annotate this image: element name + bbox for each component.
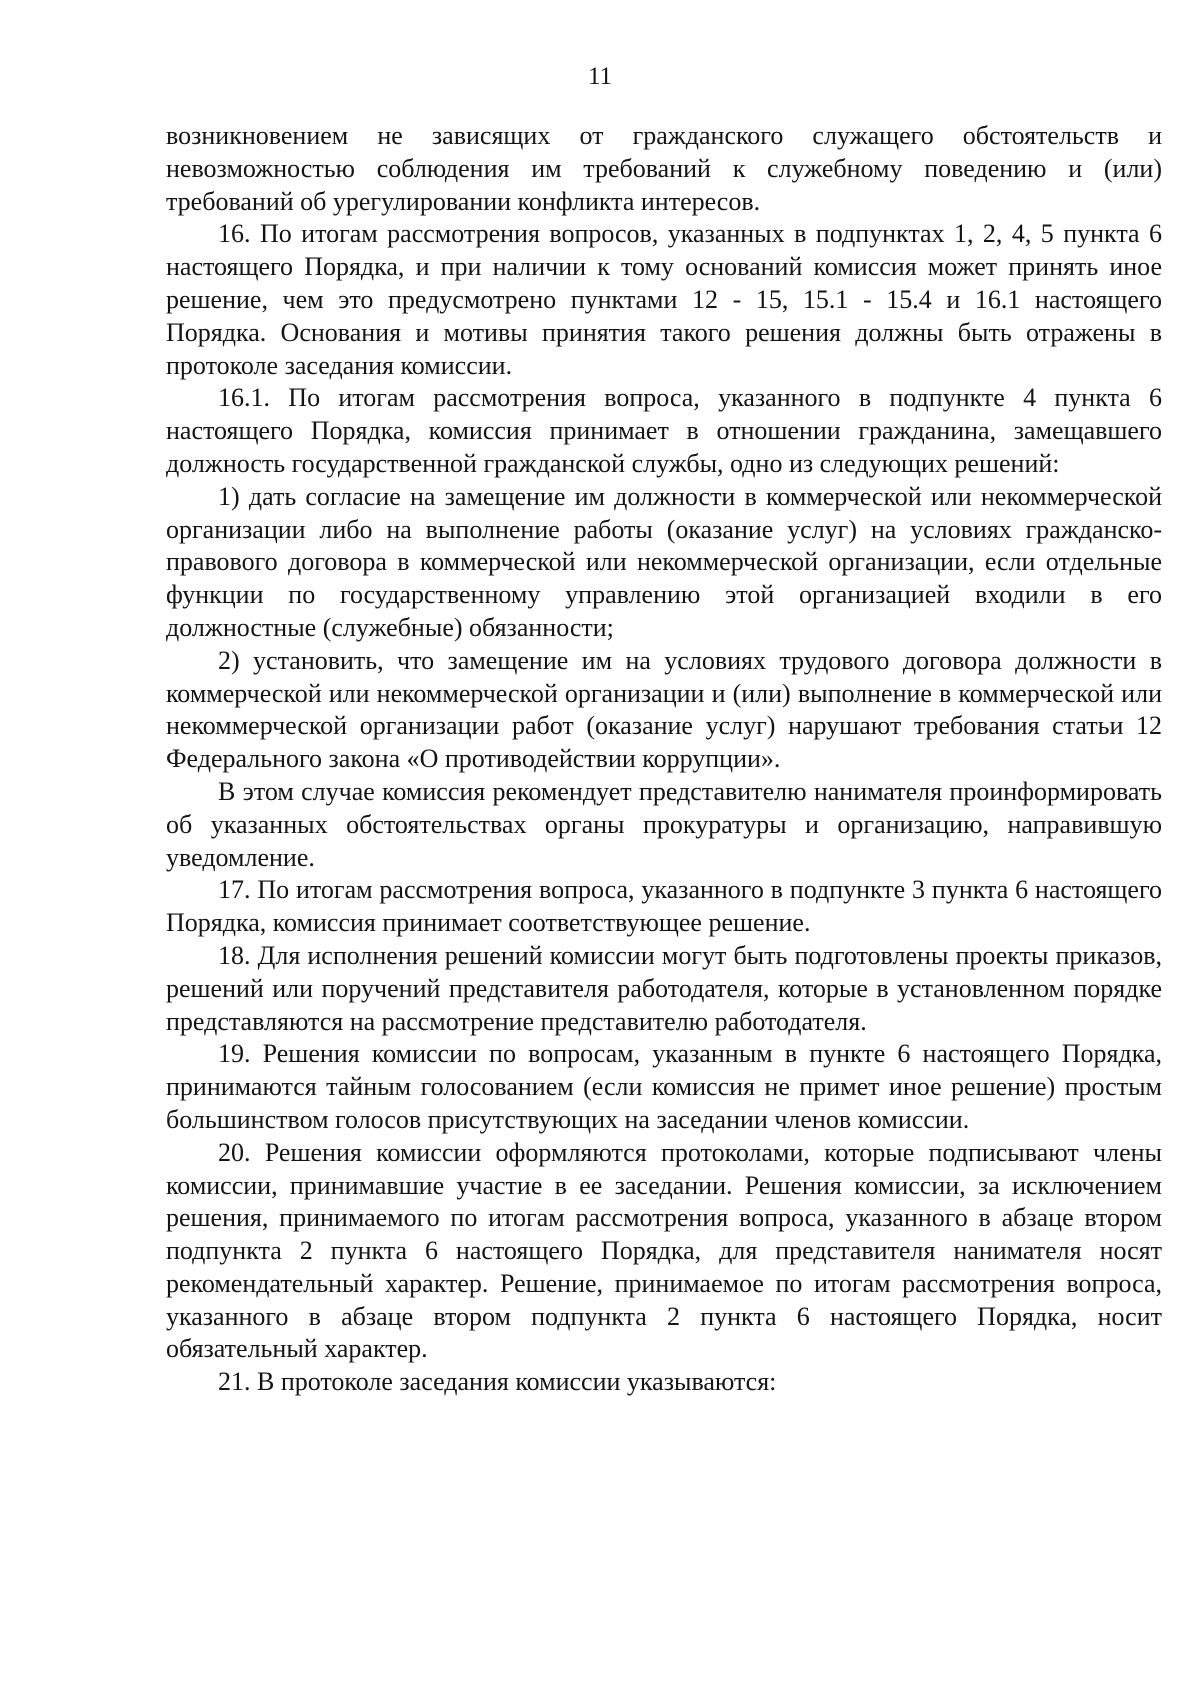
paragraph-19: 19. Решения комиссии по вопросам, указанным в пункте 6 настоящего Порядка, принимаются тайным голосованием (если комиссия не примет иное решение) простым большинством голосов присутствующих на заседании членов комиссии. [166, 1039, 1162, 1134]
paragraph-21: 21. В протоколе заседания комиссии указываются: [218, 1367, 777, 1397]
paragraph-17: 17. По итогам рассмотрения вопроса, указанного в подпункте 3 пункта 6 настоящего Порядка, комиссия принимает соответствующее решение. [166, 875, 1162, 938]
paragraph-16-1: 16.1. По итогам рассмотрения вопроса, указанного в подпункте 4 пункта 6 настоящего Порядка, комиссия принимает в отношении гражданина, замещавшего должность государственной гражданской службы, одно из следующих решений: [166, 383, 1162, 478]
paragraph-20: 20. Решения комиссии оформляются протоколами, которые подписывают члены комиссии, принимавшие участие в ее заседании. Решения комиссии, за исключением решения, принимаемого по итогам рассмотрения вопроса, указанного в абзаце втором подпункта 2 пункта 6 настоящего Порядка, для представителя нанимателя носят рекомендательный характер. Решение, принимаемое по итогам рассмотрения вопроса, указанного в абзаце втором подпункта 2 пункта 6 настоящего Порядка, носит обязательный характер. [166, 1137, 1162, 1364]
paragraph-16-1-item-1: 1) дать согласие на замещение им должности в коммерческой или некоммерческой организации либо на выполнение работы (оказание услуг) на условиях гражданско-правового договора в коммерческой или некоммерческой организации, если отдельные функции по государственному управлению этой организацией входили в его должностные (служебные) обязанности; [166, 481, 1162, 642]
paragraph-16-1-note: В этом случае комиссия рекомендует представителю нанимателя проинформировать об указанных обстоятельствах органы прокуратуры и организацию, направившую уведомление. [166, 776, 1162, 872]
paragraph-16: 16. По итогам рассмотрения вопросов, указанных в подпунктах 1, 2, 4, 5 пункта 6 настоящего Порядка, и при наличии к тому оснований комиссия может принять иное решение, чем это предусмотрено пунктами 12 - 15, 15.1 - 15.4 и 16.1 настоящего Порядка. Основания и мотивы принятия такого решения должны быть отражены в протоколе заседания комиссии. [166, 219, 1162, 380]
document-body [166, 120, 1162, 1399]
paragraph-16-1-item-2: 2) установить, что замещение им на условиях трудового договора должности в коммерческой или некоммерческой организации и (или) выполнение в коммерческой или некоммерческой организации работ (оказание услуг) нарушают требования статьи 12 Федерального закона «О противодействии коррупции». [166, 645, 1162, 774]
paragraph-continuation: возникновением не зависящих от гражданского служащего обстоятельств и невозможностью соблюдения им требований к служебному поведению и (или) требований об урегулировании конфликта интересов. [166, 121, 1162, 216]
page-number: 11 [587, 63, 613, 90]
paragraph-18: 18. Для исполнения решений комиссии могут быть подготовлены проекты приказов, решений или поручений представителя работодателя, которые в установленном порядке представляются на рассмотрение представителю работодателя. [166, 940, 1162, 1036]
